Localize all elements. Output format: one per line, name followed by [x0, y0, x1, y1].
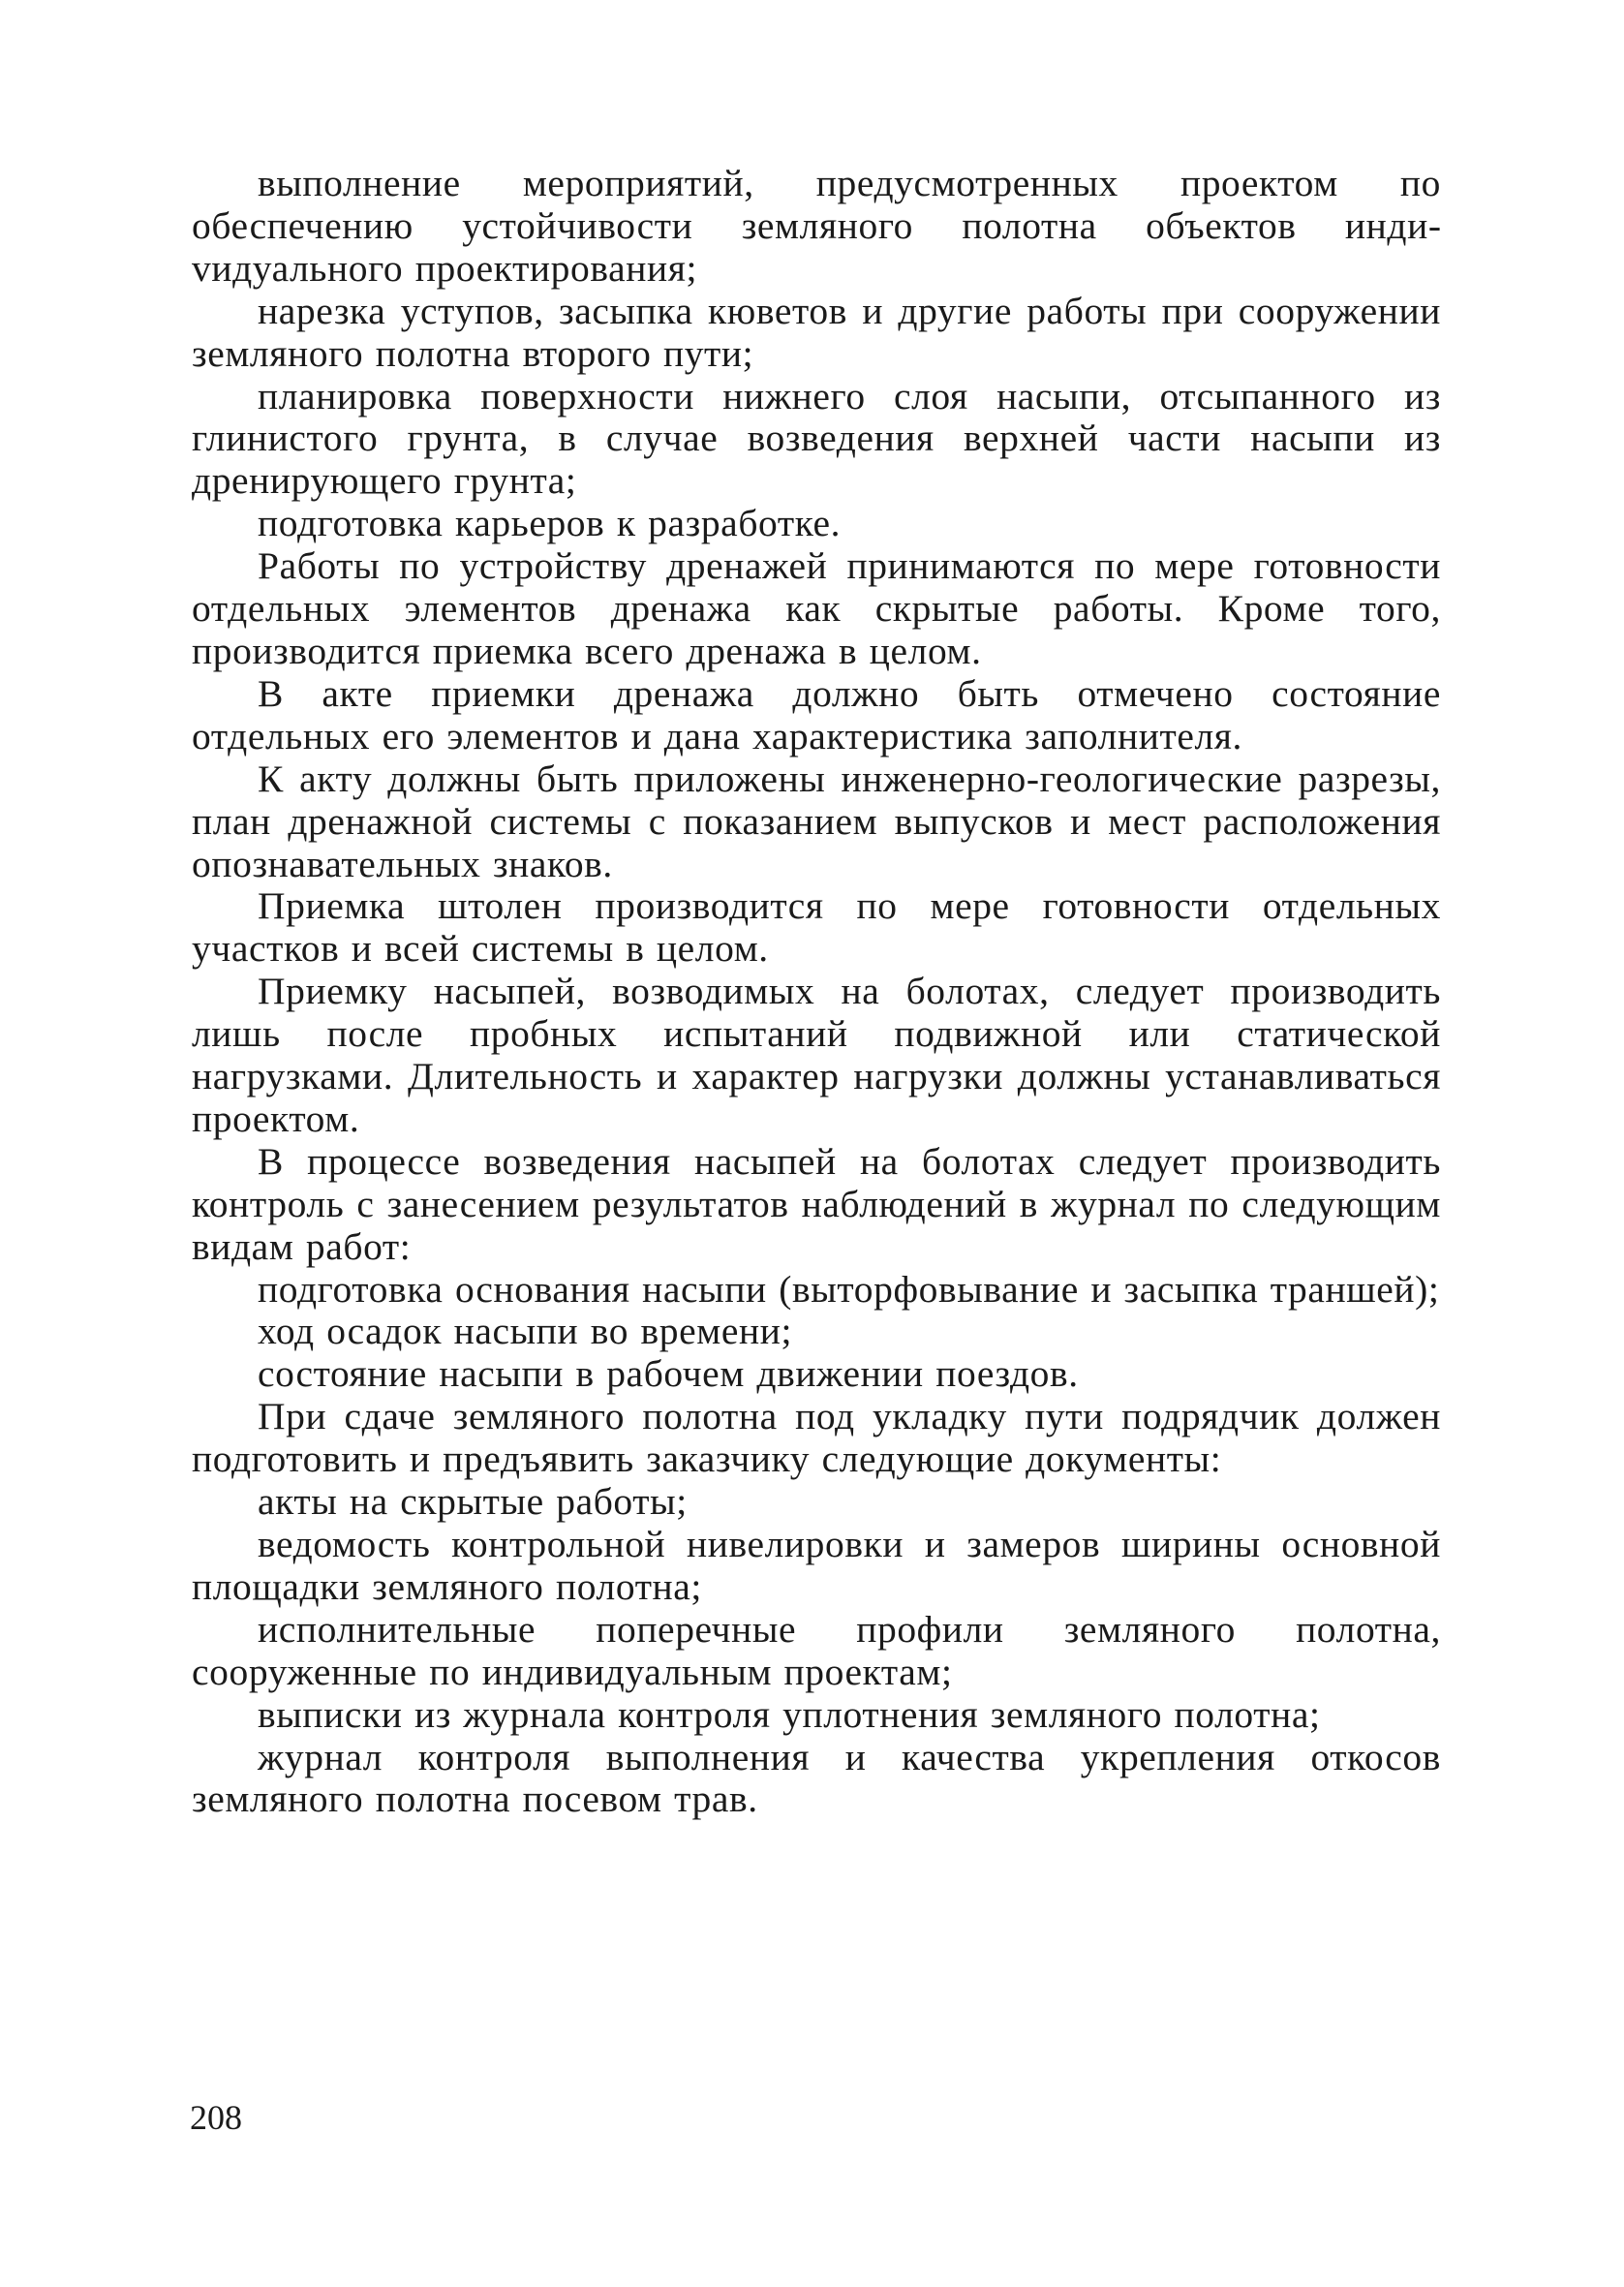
paragraph-17: исполнительные поперечные профили земляного полотна, сооруженные по индивидуальным проектам;	[192, 1607, 1441, 1693]
paragraph-7: К акту должны быть приложены инженерно-геологические разрезы, план дренажной системы с показанием выпусков и мест расположения опознавательных знаков.	[192, 757, 1441, 885]
paragraph-5: Работы по устройству дренажей принимаются по мере готовности отдельных элементов дренажа как скрытые работы. Кроме того, производится приемка всего дренажа в целом.	[192, 544, 1441, 672]
paragraph-14: При сдаче земляного полотна под укладку пути подрядчик должен подготовить и предъявить заказчику следующие документы:	[192, 1395, 1441, 1481]
paragraph-13: состояние насыпи в рабочем движении поездов.	[258, 1352, 1079, 1396]
paragraph-11: подготовка основания насыпи (выторфовывание и засыпка траншей);	[258, 1267, 1440, 1311]
paragraph-15: акты на скрытые работы;	[258, 1480, 688, 1524]
page-body-text	[192, 163, 1441, 1821]
paragraph-12: ход осадок насыпи во времени;	[258, 1310, 793, 1353]
paragraph-9: Приемку насыпей, возводимых на болотах, следует производить лишь после пробных испытаний подвижной или статической нагрузками. Длительность и характер нагрузки должны устанавливаться проектом.	[192, 970, 1441, 1140]
paragraph-18: выписки из журнала контроля уплотнения земляного полотна;	[258, 1692, 1321, 1736]
paragraph-19: журнал контроля выполнения и качества укрепления откосов земляного полотна посевом трав.	[192, 1735, 1441, 1821]
paragraph-4: подготовка карьеров к разработке.	[258, 502, 842, 545]
paragraph-8: Приемка штолен производится по мере готовности отдельных участков и всей системы в целом.	[192, 884, 1441, 971]
paragraph-3: планировка поверхности нижнего слоя насыпи, отсыпанного из глинистого грунта, в случае возведения верхней части насыпи из дренирующего грунта;	[192, 374, 1441, 503]
paragraph-1: выполнение мероприятий, предусмотренных проектом по обеспечению устойчивости земляного полотна объектов индиvидуального проектирования;	[192, 162, 1441, 290]
paragraph-10: В процессе возведения насыпей на болотах следует производить контроль с занесением результатов наблюдений в журнал по следующим видам работ:	[192, 1139, 1441, 1268]
paragraph-6: В акте приемки дренажа должно быть отмечено состояние отдельных его элементов и дана характеристика заполнителя.	[192, 671, 1441, 757]
paragraph-2: нарезка уступов, засыпка кюветов и другие работы при сооружении земляного полотна второго пути;	[192, 289, 1441, 375]
paragraph-16: ведомость контрольной нивелировки и замеров ширины основной площадки земляного полотна;	[192, 1523, 1441, 1608]
page-number: 208	[190, 2098, 242, 2137]
